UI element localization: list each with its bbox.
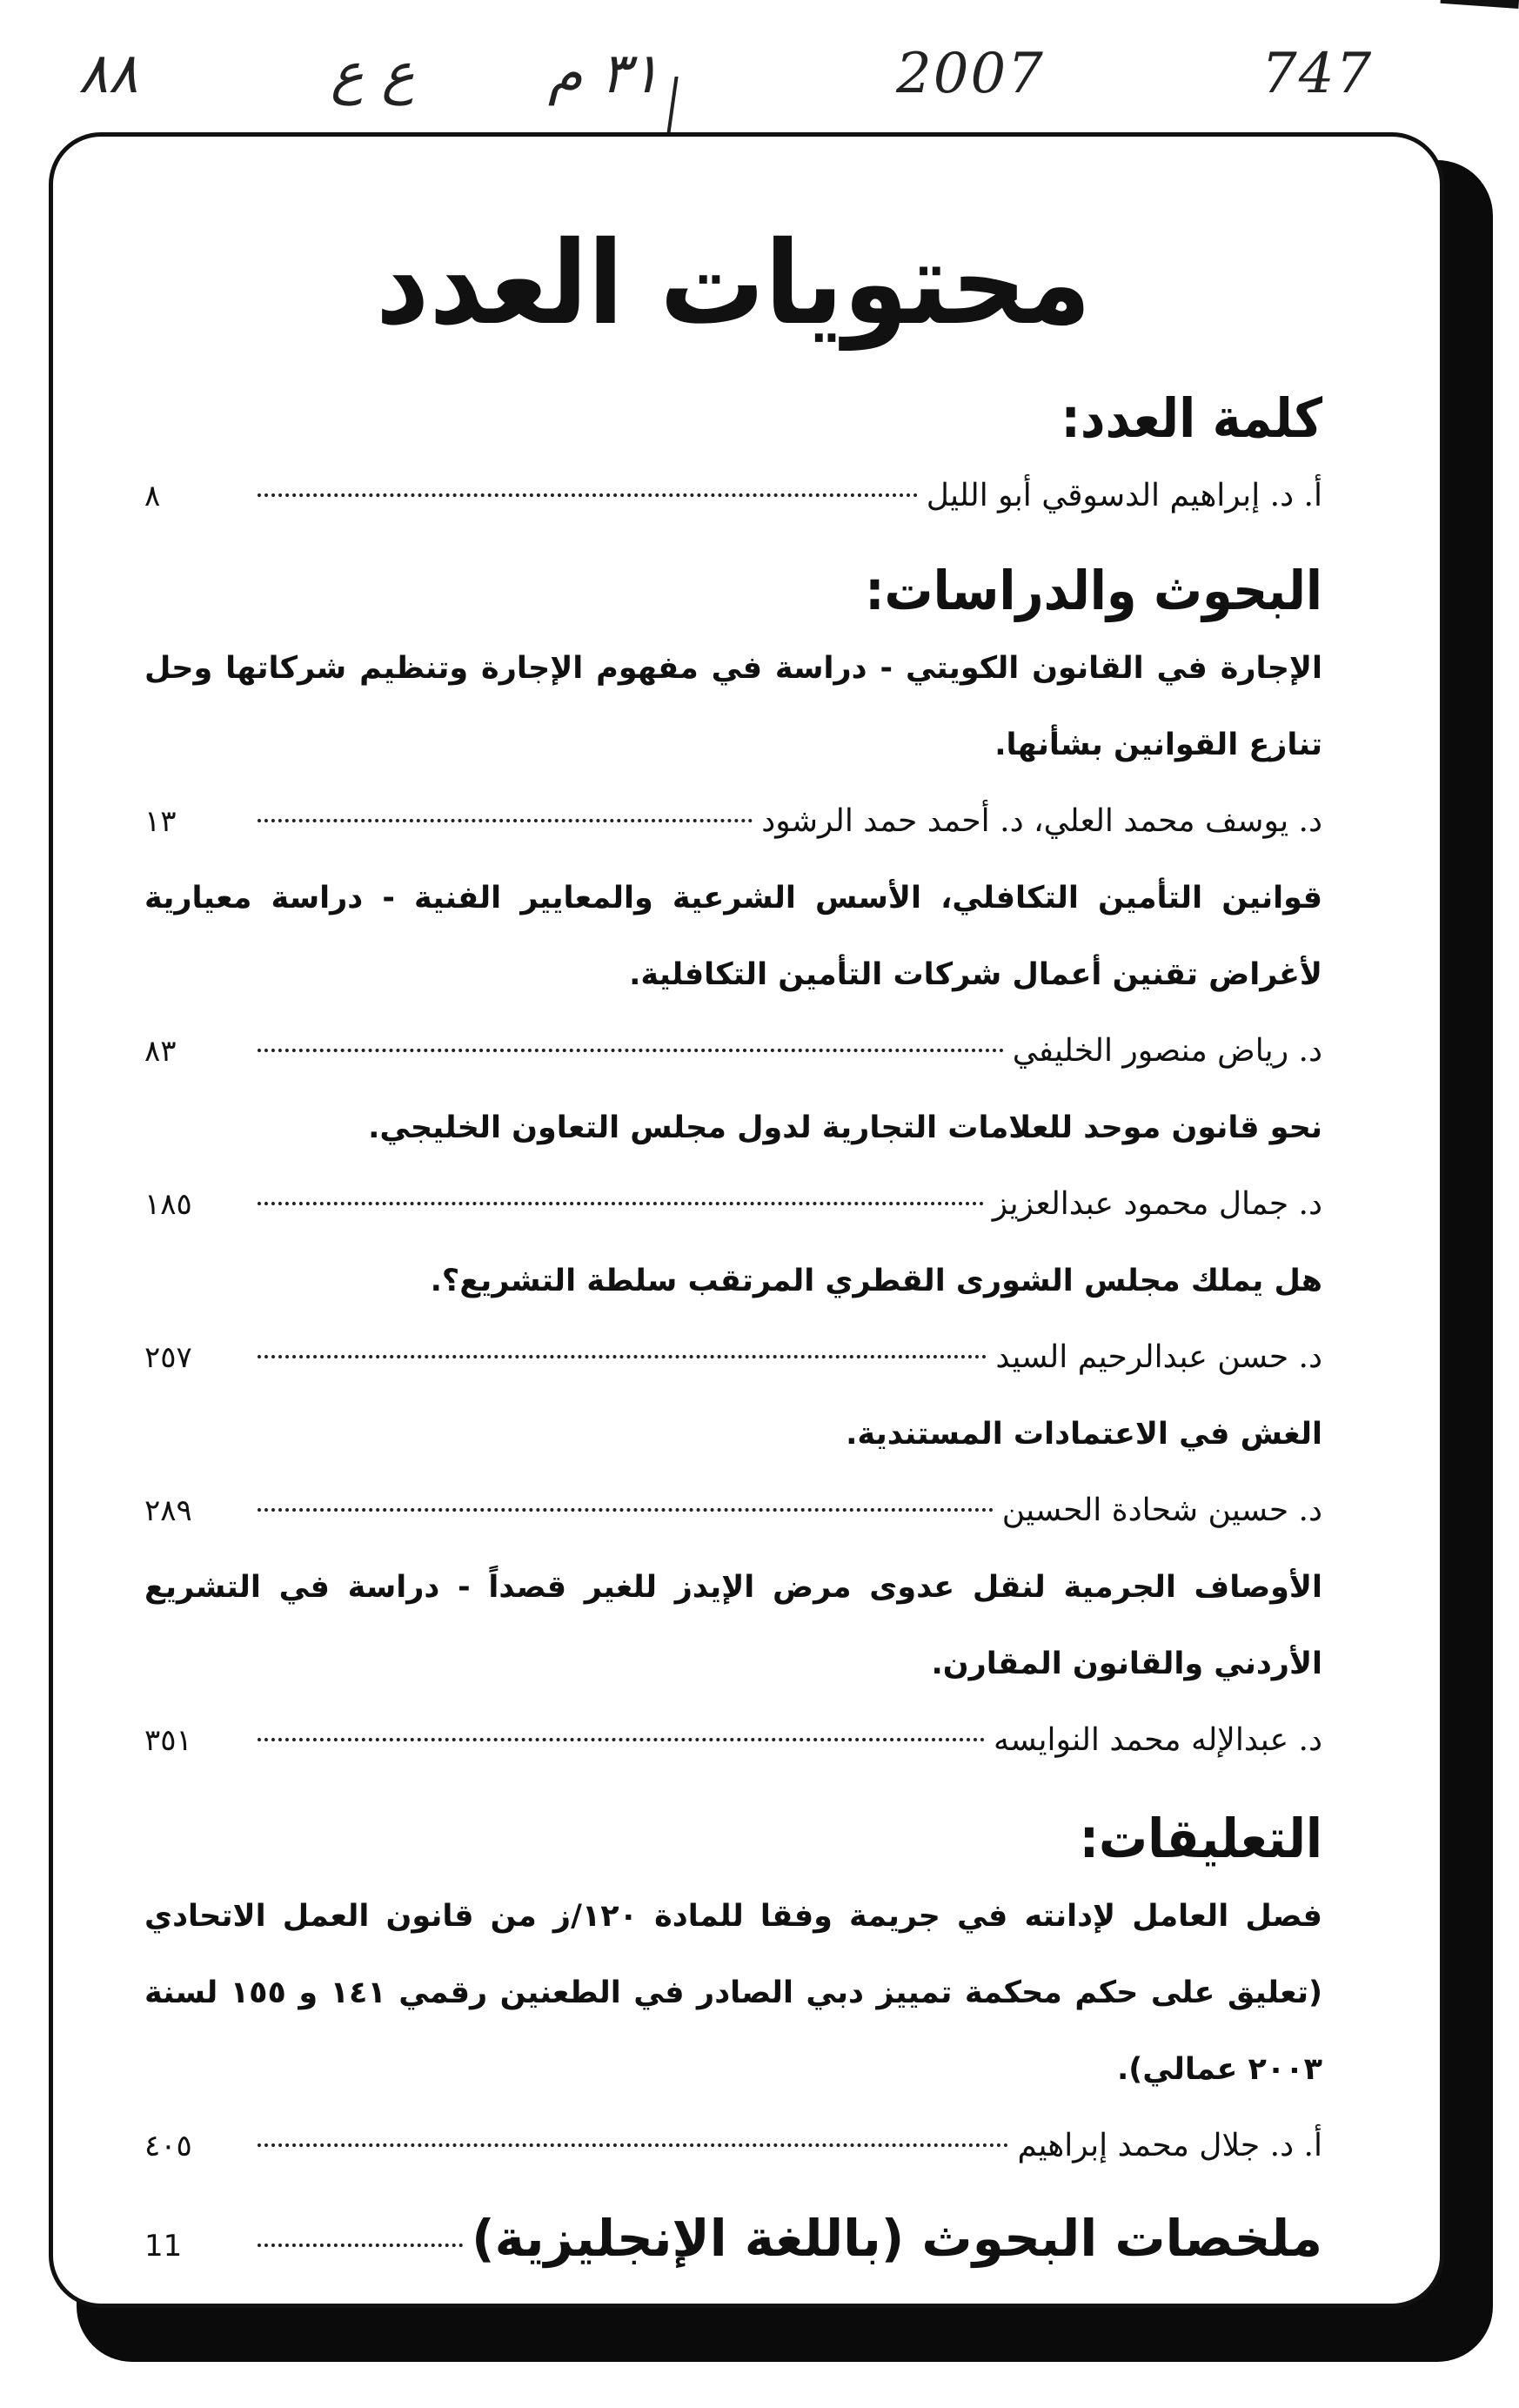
toc-entry[interactable] [144,1702,1322,1779]
toc-entry[interactable] [144,1013,1322,1090]
article-title[interactable]: الأوصاف الجرمية لنقل عدوى مرض الإيدز للغير قصداً - دراسة في التشريع الأردني والقانون المقارن. [144,1570,1322,1681]
entry-author: د. يوسف محمد العلي، د. أحمد حمد الرشود [761,803,1322,839]
section-editorial [144,379,1322,534]
toc-entry[interactable] [144,1319,1322,1396]
handwritten-annotation-number: 747 [1261,42,1374,106]
entry-author: أ. د. إبراهيم الدسوقي أبو الليل [926,478,1322,513]
entry-author: د. حسن عبدالرحيم السيد [995,1339,1322,1375]
article-title[interactable]: الإجارة في القانون الكويتي - دراسة في مفهوم الإجارة وتنظيم شركاتها وحل تنازع القوانين بشأنها. [144,651,1322,762]
dot-leader [258,1202,984,1205]
dot-leader [258,1508,994,1512]
entry-page: ٢٥٧ [144,1340,192,1375]
article-title[interactable]: قوانين التأمين التكافلي، الأسس الشرعية والمعايير الفنية - دراسة معيارية لأغراض تقنين أعمال شركات التأمين التكافلية. [144,881,1322,992]
entry-author: د. جمال محمود عبدالعزيز [992,1186,1322,1222]
page-title: محتويات العدد [375,218,1092,351]
summaries-page: 11 [144,2229,183,2264]
entry-page: ١٣ [144,804,177,839]
toc-entry[interactable] [144,1472,1322,1549]
section-heading: البحوث والدراسات: [865,559,1322,622]
dot-leader [258,1738,985,1741]
dot-leader [258,1049,1004,1052]
entry-page: ١٨٥ [144,1187,192,1222]
entry-author: أ. د. جلال محمد إبراهيم [1017,2128,1322,2163]
entry-author: د. عبدالإله محمد النوايسه [994,1722,1322,1758]
entry-author: د. رياض منصور الخليفي [1012,1033,1322,1069]
handwritten-annotation-1: ٨٨ [78,42,138,106]
dot-leader [258,819,753,822]
article-title[interactable]: نحو قانون موحد للعلامات التجارية لدول مجلس التعاون الخليجي. [368,1110,1322,1145]
article-title[interactable]: الغش في الاعتمادات المستندية. [846,1417,1322,1452]
toc-entry[interactable] [144,783,1322,860]
dot-leader [258,493,918,497]
scan-corner-mark [1439,0,1519,30]
summaries-heading: ملخصات البحوث (باللغة الإنجليزية) [472,2209,1322,2268]
entry-page: ٤٠٥ [144,2129,192,2163]
toc-entry[interactable] [144,2108,1322,2184]
handwritten-annotation-2: ع ع [331,42,415,106]
article-title[interactable]: هل يملك مجلس الشورى القطري المرتقب سلطة التشريع؟. [430,1264,1322,1298]
toc-entry[interactable] [144,1166,1322,1243]
entry-page: ٢٨٩ [144,1493,192,1528]
toc-entry[interactable] [144,458,1322,534]
section-research [144,552,1322,1779]
section-heading: كلمة العدد: [1061,386,1322,450]
article-title[interactable]: فصل العامل لإدانته في جريمة وفقا للمادة ١٢٠/ز من قانون العمل الاتحادي (تعليق على حكم محكمة تمييز دبي الصادر في الطعنين رقمي ١٤١ و ١٥٥ لسنة ٢٠٠٣ عمالي). [144,1899,1322,2087]
entry-author: د. حسين شحادة الحسين [1001,1492,1322,1528]
dot-leader [258,2143,1008,2147]
entry-page: ٣٥١ [144,1723,192,1758]
entry-page: ٨٣ [144,1034,177,1069]
handwritten-annotation-3: ٣١ م [548,42,660,106]
dot-leader [258,2244,463,2247]
dot-leader [258,1355,987,1358]
entry-page: ٨ [144,479,161,513]
section-comments [144,1800,1322,2184]
summaries-entry[interactable] [144,2195,1322,2282]
toc-page [49,132,1444,2308]
handwritten-annotation-year: 2007 [896,42,1045,106]
section-heading: التعليقات: [1079,1807,1322,1870]
